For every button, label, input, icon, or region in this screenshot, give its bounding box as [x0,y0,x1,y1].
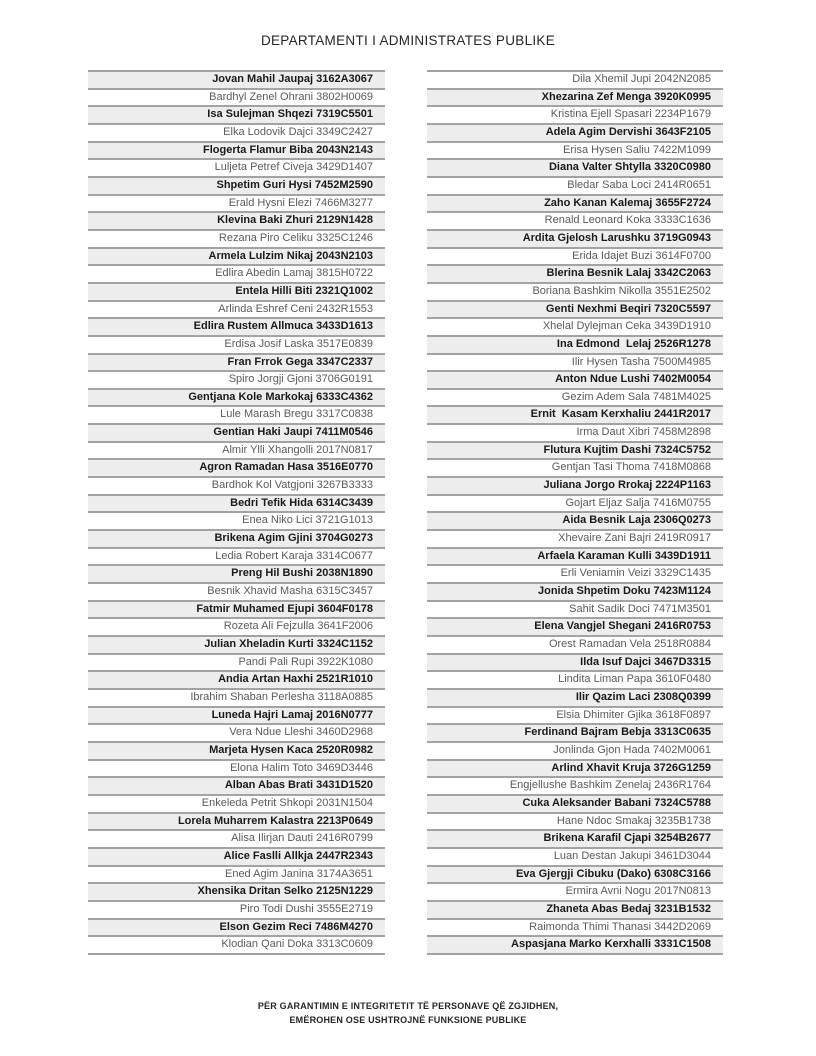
person-row [427,549,723,567]
person-entry: Enea Niko Lici 3721G1013 [242,514,373,527]
person-row [427,178,723,196]
person-entry: Flutura Kujtim Dashi 7324C5752 [543,443,711,456]
person-entry: Elka Lodovik Dajci 3349C2427 [223,125,373,138]
person-row [88,143,385,161]
person-entry: Adela Agim Dervishi 3643F2105 [545,125,711,138]
person-entry: Genti Nexhmi Beqiri 7320C5597 [545,302,711,315]
person-row [88,478,385,496]
person-row [88,937,385,955]
person-row [88,249,385,267]
person-entry: Eva Gjergji Cibuku (Dako) 6308C3166 [515,867,711,880]
person-row [427,796,723,814]
person-row [427,196,723,214]
person-entry: Besnik Xhavid Masha 6315C3457 [207,585,373,598]
person-entry: Bledar Saba Loci 2414R0651 [567,178,711,191]
person-entry: Dila Xhemil Jupi 2042N2085 [572,73,711,85]
person-row [88,831,385,849]
person-row [427,584,723,602]
person-entry: Ened Agim Janina 3174A3651 [224,867,373,880]
person-row [88,90,385,108]
person-row [427,213,723,231]
person-row [427,902,723,920]
person-row [427,355,723,373]
person-row [88,531,385,549]
person-entry: Sahit Sadik Doci 7471M3501 [569,602,711,615]
person-entry: Ibrahim Shaban Perlesha 3118A0885 [190,690,373,703]
person-entry: Xhelal Dylejman Ceka 3439D1910 [542,320,711,333]
person-entry: Vera Ndue Lleshi 3460D2968 [229,726,373,739]
person-entry: Renald Leonard Koka 3333C1636 [544,214,711,227]
person-row [88,231,385,249]
person-row [88,196,385,214]
person-entry: Gentian Haki Jaupi 7411M0546 [213,426,373,439]
person-entry: Bardhyl Zenel Ohrani 3802H0069 [209,90,373,103]
person-entry: Erald Hysni Elezi 7466M3277 [228,196,373,209]
person-entry: Gojart Eljaz Salja 7416M0755 [565,496,711,509]
person-row [88,690,385,708]
person-row [88,266,385,284]
person-entry: Cuka Aleksander Babani 7324C5788 [522,796,711,809]
person-entry: Bedri Tefik Hida 6314C3439 [230,496,373,509]
person-entry: Arfaela Karaman Kulli 3439D1911 [537,549,711,562]
person-row [88,743,385,761]
person-row [88,920,385,938]
person-entry: Rozeta Ali Fejzulla 3641F2006 [223,620,373,633]
person-row [427,231,723,249]
person-entry: Elsia Dhimiter Gjika 3618F0897 [556,708,711,721]
person-entry: Lorela Muharrem Kalastra 2213P0649 [177,814,373,827]
person-entry: Luan Destan Jakupi 3461D3044 [553,849,711,862]
person-entry: Julian Xheladin Kurti 3324C1152 [204,638,373,650]
person-row [88,460,385,478]
person-row [427,743,723,761]
person-row [427,125,723,143]
person-entry: Fatmir Muhamed Ejupi 3604F0178 [196,602,373,615]
person-row [427,319,723,337]
person-row [88,372,385,390]
person-row [88,407,385,425]
person-entry: Preng Hil Bushi 2038N1890 [231,567,373,580]
person-row [88,549,385,567]
person-row [427,372,723,390]
person-entry: Ardita Gjelosh Larushku 3719G0943 [522,231,711,244]
person-entry: Aida Besnik Laja 2306Q0273 [562,514,711,527]
person-row [427,407,723,425]
person-entry: Ina Edmond Lelaj 2526R1278 [556,337,711,350]
person-entry: Alice Faslli Allkja 2447R2343 [223,849,373,862]
person-row [427,867,723,885]
person-entry: Gezim Adem Sala 7481M4025 [561,390,711,403]
person-entry: Xhevaire Zani Bajri 2419R0917 [558,532,711,545]
person-entry: Jonida Shpetim Doku 7423M1124 [537,585,711,598]
person-entry: Pandi Pali Rupi 3922K1080 [238,655,373,668]
person-row [427,602,723,620]
person-row [427,72,723,90]
person-entry: Gentjan Tasi Thoma 7418M0868 [551,461,711,474]
person-row [88,566,385,584]
person-row [88,778,385,796]
person-entry: Ernit Kasam Kerxhaliu 2441R2017 [530,408,711,421]
person-row [427,460,723,478]
person-row [427,143,723,161]
person-entry: Erisa Hysen Saliu 7422M1099 [563,143,711,156]
footer-line-1: PËR GARANTIMIN E INTEGRITETIT TË PERSONAVE QË ZGJIDHEN, [257,1001,559,1011]
person-entry: Arlinda Eshref Ceni 2432R1553 [218,302,373,315]
person-entry: Almir Ylli Xhangolli 2017N0817 [222,443,373,456]
person-entry: Luljeta Petref Civeja 3429D1407 [214,161,373,174]
person-entry: Marjeta Hysen Kaca 2520R0982 [209,743,373,756]
person-row [427,337,723,355]
person-row [427,266,723,284]
person-row [88,884,385,902]
person-row [427,249,723,267]
person-row [427,513,723,531]
person-entry: Aspasjana Marko Kerxhalli 3331C1508 [511,938,711,951]
person-entry: Ferdinand Bajram Bebja 3313C0635 [524,726,711,739]
person-entry: Gentjana Kole Markokaj 6333C4362 [188,390,373,403]
person-entry: Elona Halim Toto 3469D3446 [230,761,373,774]
person-row [427,725,723,743]
person-entry: Xhensika Dritan Selko 2125N1229 [197,885,373,898]
person-entry: Alban Abas Brati 3431D1520 [224,779,373,792]
person-row [88,319,385,337]
person-row [88,213,385,231]
person-row [88,302,385,320]
person-entry: Jonlinda Gjon Hada 7402M0061 [553,743,711,756]
person-row [427,814,723,832]
person-row [88,672,385,690]
person-row [427,778,723,796]
person-row [88,496,385,514]
person-row [427,937,723,955]
person-row [88,284,385,302]
person-row [88,637,385,655]
person-row [427,637,723,655]
person-row [88,390,385,408]
person-entry: Hane Ndoc Smakaj 3235B1738 [556,814,711,827]
person-entry: Klevina Baki Zhuri 2129N1428 [217,214,373,227]
person-row [88,761,385,779]
person-entry: Diana Valter Shtylla 3320C0980 [548,161,711,174]
person-row [427,284,723,302]
person-entry: Orest Ramadan Vela 2518R0884 [548,638,711,650]
person-row [427,90,723,108]
person-row [427,496,723,514]
person-entry: Engjellushe Bashkim Zenelaj 2436R1764 [509,779,711,792]
person-entry: Ilda Isuf Dajci 3467D3315 [580,655,711,668]
person-row [88,72,385,90]
person-entry: Bardhok Kol Vatgjoni 3267B3333 [211,479,373,492]
person-entry: Edlira Abedin Lamaj 3815H0722 [215,267,373,280]
person-entry: Xhezarina Zef Menga 3920K0995 [541,90,711,103]
person-row [88,655,385,673]
person-entry: Erli Veniamin Veizi 3329C1435 [560,567,711,580]
person-row [427,478,723,496]
person-row [427,425,723,443]
person-entry: Erida Idajet Buzi 3614F0700 [572,249,711,262]
person-row [427,655,723,673]
person-entry: Anton Ndue Lushi 7402M0054 [555,373,711,386]
person-row [88,160,385,178]
person-entry: Erdisa Josif Laska 3517E0839 [224,337,373,350]
document-footer [0,999,816,1027]
person-entry: Zhaneta Abas Bedaj 3231B1532 [546,902,711,915]
person-row [427,531,723,549]
person-row [427,708,723,726]
person-row [88,584,385,602]
names-column-right [427,70,723,955]
person-entry: Agron Ramadan Hasa 3516E0770 [199,461,373,474]
person-entry: Entela Hilli Biti 2321Q1002 [235,284,373,297]
person-entry: Elson Gezim Reci 7486M4270 [219,920,373,933]
person-entry: Ilir Qazim Laci 2308Q0399 [575,690,711,703]
person-row [88,178,385,196]
person-entry: Ermira Avni Nogu 2017N0813 [565,885,711,898]
person-row [88,814,385,832]
person-row [427,672,723,690]
footer-line-2: EMËROHEN OSE USHTROJNË FUNKSIONE PUBLIKE [289,1015,527,1025]
person-row [427,690,723,708]
person-entry: Armela Lulzim Nikaj 2043N2103 [208,249,373,262]
person-entry: Andia Artan Haxhi 2521R1010 [218,673,373,686]
person-entry: Spiro Jorgji Gjoni 3706G0191 [228,373,373,386]
person-row [88,708,385,726]
person-row [427,566,723,584]
person-row [427,920,723,938]
person-row [88,867,385,885]
person-entry: Lindita Liman Papa 3610F0480 [558,673,711,686]
person-entry: Zaho Kanan Kalemaj 3655F2724 [544,196,711,209]
person-row [427,160,723,178]
person-entry: Fran Frrok Gega 3347C2337 [227,355,373,368]
person-row [427,390,723,408]
person-row [427,831,723,849]
person-row [88,355,385,373]
person-row [88,443,385,461]
person-row [88,619,385,637]
person-entry: Irma Daut Xibri 7458M2898 [576,426,711,439]
person-row [88,602,385,620]
person-row [88,125,385,143]
document-title: DEPARTAMENTI I ADMINISTRATES PUBLIKE [260,33,556,48]
person-entry: Alisa Ilirjan Dauti 2416R0799 [231,832,373,845]
person-row [88,107,385,125]
person-row [427,884,723,902]
person-entry: Arlind Xhavit Kruja 3726G1259 [551,761,711,774]
person-entry: Ledia Robert Karaja 3314C0677 [215,549,373,562]
person-entry: Enkeleda Petrit Shkopi 2031N1504 [201,796,373,809]
person-row [88,513,385,531]
person-row [88,337,385,355]
person-row [88,902,385,920]
person-entry: Ilir Hysen Tasha 7500M4985 [571,355,711,368]
person-row [88,725,385,743]
person-row [88,425,385,443]
person-row [427,443,723,461]
names-column-left [88,70,385,955]
person-row [427,107,723,125]
person-entry: Edlira Rustem Allmuca 3433D1613 [193,320,373,333]
person-entry: Isa Sulejman Shqezi 7319C5501 [207,108,373,121]
person-entry: Lule Marash Bregu 3317C0838 [220,408,373,421]
person-row [427,761,723,779]
person-row [427,302,723,320]
person-entry: Flogerta Flamur Biba 2043N2143 [203,143,373,156]
person-entry: Kristina Ejell Spasari 2234P1679 [550,108,711,121]
person-entry: Shpetim Guri Hysi 7452M2590 [216,178,373,191]
person-entry: Piro Todi Dushi 3555E2719 [239,902,373,915]
person-entry: Juliana Jorgo Rrokaj 2224P1163 [543,479,711,492]
person-entry: Klodian Qani Doka 3313C0609 [221,938,373,951]
person-row [427,619,723,637]
person-entry: Raimonda Thimi Thanasi 3442D2069 [529,920,711,933]
person-entry: Brikena Karafil Cjapi 3254B2677 [543,832,711,845]
person-entry: Brikena Agim Gjini 3704G0273 [214,532,373,545]
person-entry: Rezana Piro Celiku 3325C1246 [218,231,373,244]
person-row [88,796,385,814]
person-entry: Boriana Bashkim Nikolla 3551E2502 [532,284,711,297]
person-entry: Blerina Besnik Lalaj 3342C2063 [546,267,711,280]
person-row [88,849,385,867]
person-entry: Luneda Hajri Lamaj 2016N0777 [211,708,373,721]
person-row [427,849,723,867]
person-entry: Elena Vangjel Shegani 2416R0753 [534,620,711,633]
person-entry: Jovan Mahil Jaupaj 3162A3067 [212,73,373,85]
